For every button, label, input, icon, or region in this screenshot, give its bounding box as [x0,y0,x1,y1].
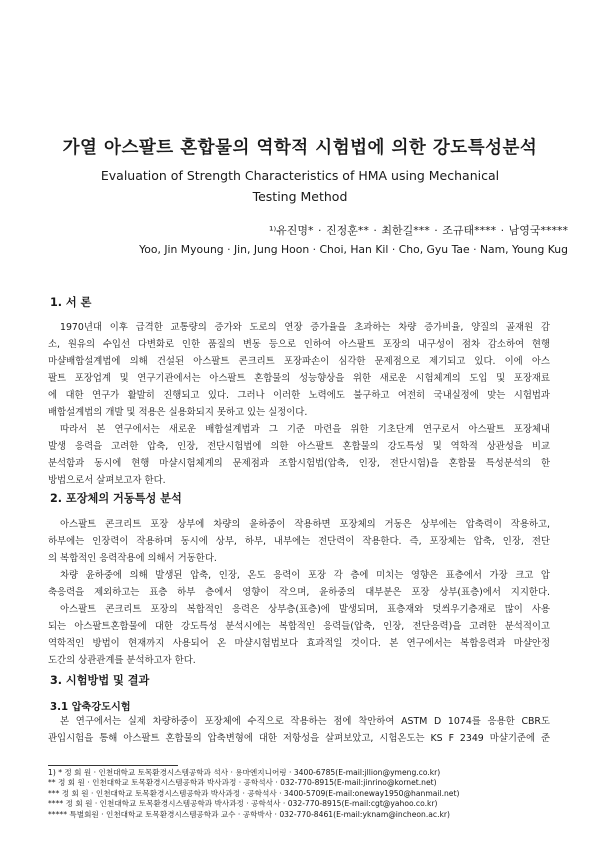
paragraph-line: 본 연구에서는 실제 차량하중이 포장체에 수직으로 작용하는 점에 착안하여 ASTM D 1074를 응용한 CBR도 [60,716,550,727]
paragraph-line: 역학적인 방법이 현재까지 사용되어 온 마샬시험법보다 효과적일 것이다. 본 연구에서는 복합응력과 마샬안정 [48,638,550,649]
paragraph-line: 관입시험을 통해 아스팔트 혼합물의 압축변형에 대한 저항성을 살펴보았고, 시험온도는 KS F 2349 마샬기준에 준 [48,733,550,744]
paragraph-line: 1970년대 이후 급격한 교통량의 증가와 도로의 연장 증가율을 초과하는 차량 증가비율, 양질의 골재원 감 [60,322,550,333]
footnote-line: *** 정 회 원 · 인천대학교 토목환경시스템공학과 박사과정 · 공학석사 · 3400-5709(E-mail:oneway1950@hanmail.net) [48,788,460,798]
paragraph-line: 축응력을 제외하고는 표층 하부 층에서 영향이 작으며, 윤하중의 대부분은 포장 상부(표층)에서 지지한다. [48,587,550,598]
footnote-line: ** 정 회 원 · 인천대학교 토목환경시스템공학과 박사과정 · 공학석사 · 032-770-8915(E-mail:jinrino@kornet.net) [48,778,437,788]
section-2-heading: 2. 포장체의 거동특성 분석 [50,492,182,505]
paper-title-english-line-1: Evaluation of Strength Characteristics of HMA using Mechanical [100,168,500,183]
section-2-body [48,516,550,669]
section-3-1-heading: 3.1 압축강도시험 [50,702,131,713]
paragraph-line: 방법으로서 살펴보고자 한다. [48,475,166,486]
paragraph-line: 도간의 상관관계를 분석하고자 한다. [48,655,196,666]
footnote-line: 1) * 정 회 원 · 인천대학교 토목환경시스템공학과 석사 · 용마엔지니어링 · 3400-6785(E-mail:jllion@ymeng.co.kr) [48,768,441,777]
paragraph-line: 팔트 포장업계 및 연구기관에서는 아스팔트 혼합물의 성능향상을 위한 새로운 시험체계의 도입 및 포장재료 [48,373,550,384]
paragraph-line: 에 대한 연구가 활발히 진행되고 있다. 그러나 이러한 노력에도 불구하고 여전히 국내실정에 맞는 시험법과 [48,390,550,401]
section-1-heading: 1. 서 론 [50,296,92,309]
footnote-divider [48,765,178,766]
section-3-1-body [48,713,550,747]
paragraph-line: 발생 응력을 고려한 압축, 인장, 전단시험법에 의한 아스팔트 혼합물의 강도특성 및 역학적 상관성을 비교 [48,441,550,452]
footnote-line: ***** 특별회원 · 인천대학교 토목환경시스템공학과 교수 · 공학박사 · 032-770-8461(E-mail:yknam@incheon.ac.kr) [48,809,450,819]
paragraph-line: 의 복합적인 응력작용에 의해서 거동한다. [48,553,217,564]
paragraph-line: 아스팔트 콘크리트 포장의 복합적인 응력은 상부층(표층)에 발생되며, 표층재와 덧씌우기층재로 많이 사용 [60,604,550,615]
paragraph-line: 소, 원유의 수입선 다변화로 인한 품질의 변동 등으로 인하여 아스팔트 포장의 내구성이 점차 감소하여 현행 [48,339,550,350]
paragraph-line: 따라서 본 연구에서는 새로운 배합설계법과 그 기준 마련을 위한 기초단계 연구로서 아스팔트 포장체내 [60,424,550,435]
paragraph-line: 분석함과 동시에 현행 마샬시험체계의 문제점과 조합시험법(압축, 인장, 전단시험)을 혼합물 특성분석의 한 [48,458,550,469]
paper-title-english-line-2: Testing Method [252,189,348,204]
authors-korean: ¹⁾유진명* · 진정훈** · 최한길*** · 조규태**** · 남영국***** [269,224,568,237]
paragraph-line: 아스팔트 콘크리트 포장 상부에 차량의 윤하중이 작용하면 포장체의 거동은 상부에는 압축력이 작용하고, [60,519,550,530]
authors-english: Yoo, Jin Myoung · Jin, Jung Hoon · Choi, Han Kil · Cho, Gyu Tae · Nam, Young Kug [139,243,568,256]
paper-title-korean: 가열 아스팔트 혼합물의 역학적 시험법에 의한 강도특성분석 [62,138,538,158]
paragraph-line: 차량 윤하중에 의해 발생된 압축, 인장, 온도 응력이 포장 각 층에 미치는 영향은 표층에서 가장 크고 압 [60,570,550,581]
footnotes [48,768,459,820]
paragraph-line: 배합설계법의 개발 및 적용은 실용화되지 못하고 있는 실정이다. [48,407,308,418]
paragraph-line: 하부에는 인장력이 작용하며 동시에 상부, 하부, 내부에는 전단력이 작용한다. 즉, 포장체는 압축, 인장, 전단 [48,536,550,547]
paragraph-line: 되는 아스팔트혼합물에 대한 강도특성 분석시에는 복합적인 응력들(압축, 인장, 전단응력)을 고려한 분석적이고 [48,621,550,632]
section-3-heading: 3. 시험방법 및 결과 [50,674,150,687]
section-1-body [48,319,550,489]
footnote-line: **** 정 회 원 · 인천대학교 토목환경시스템공학과 박사과정 · 공학석사 · 032-770-8915(E-mail:cgt@yahoo.co.kr) [48,799,438,809]
paragraph-line: 마샬배합설계법에 의해 건설된 아스팔트 콘크리트 포장파손이 심각한 문제점으로 제기되고 있다. 이에 아스 [48,356,550,367]
paper-title-english [0,165,600,207]
